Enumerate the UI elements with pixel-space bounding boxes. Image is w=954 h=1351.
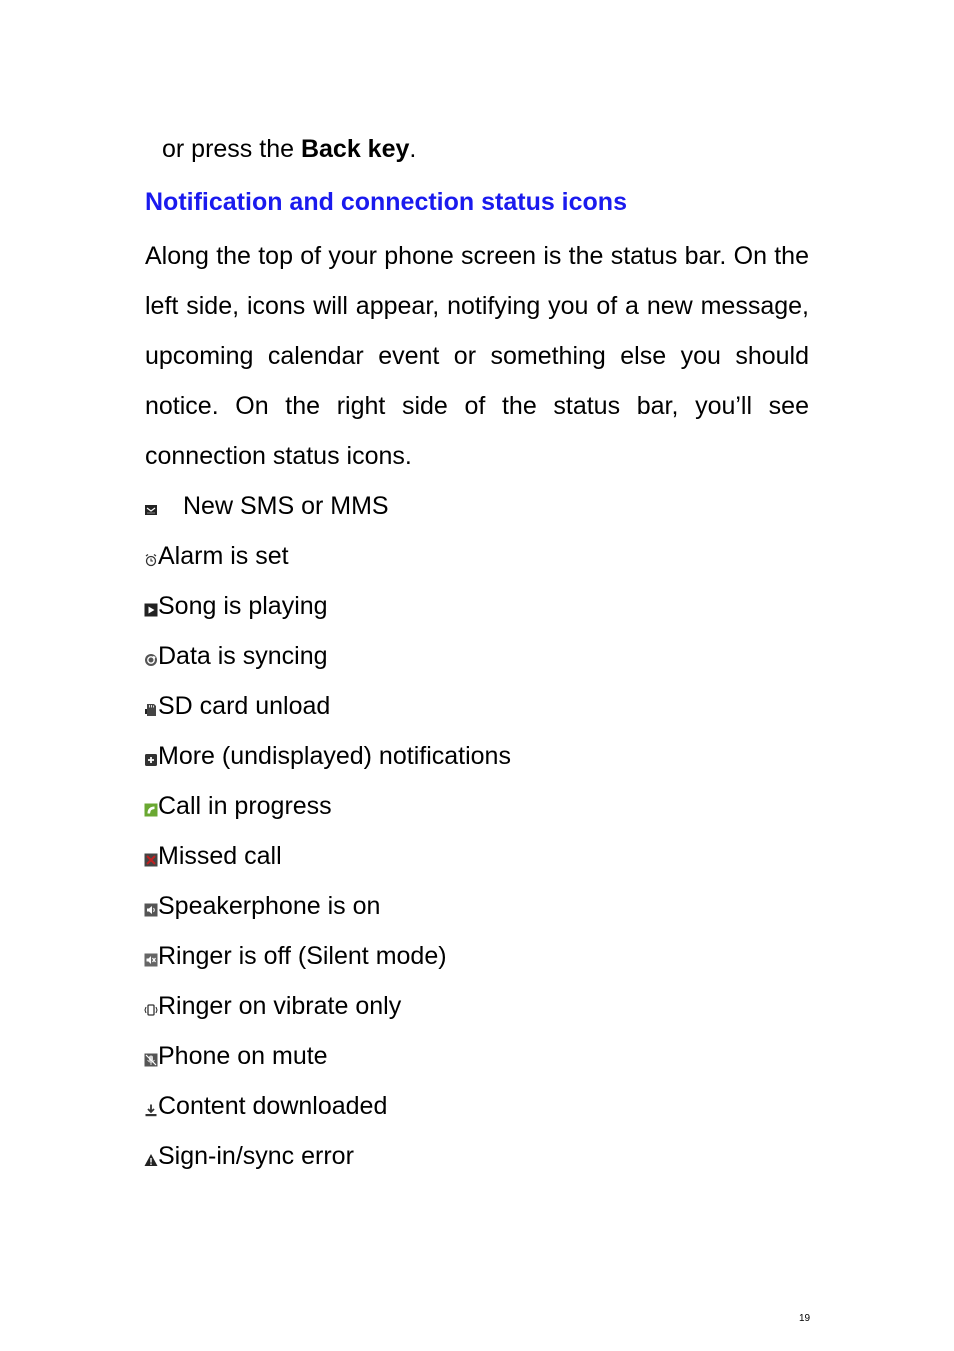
sd-card-icon	[144, 703, 158, 717]
more-notifications-icon	[144, 753, 158, 767]
alarm-icon	[144, 553, 158, 567]
page-number: 19	[799, 1313, 811, 1324]
intro-suffix: .	[409, 135, 417, 163]
sms-mms-icon	[144, 503, 158, 517]
speakerphone-icon	[144, 903, 158, 917]
vibrate-icon	[144, 1003, 158, 1017]
list-item-label: Data is syncing	[158, 641, 328, 670]
list-item	[144, 1031, 844, 1081]
list-item-label: More (undisplayed) notifications	[158, 741, 511, 770]
missed-call-icon	[144, 853, 158, 867]
list-item-label: Missed call	[158, 841, 282, 870]
status-icon-list	[144, 481, 844, 1181]
list-item-label: New SMS or MMS	[183, 491, 389, 520]
ringer-off-icon	[144, 953, 158, 967]
list-item	[144, 581, 844, 631]
list-item-label: Phone on mute	[158, 1041, 328, 1070]
list-item	[144, 1081, 844, 1131]
mute-icon	[144, 1053, 158, 1067]
intro-prefix: or press the	[162, 135, 301, 163]
section-heading: Notification and connection status icons	[145, 188, 627, 216]
body-paragraph: Along the top of your phone screen is the status bar. On the left side, icons will appear, notifying you of a new message, upcoming calendar event or something else you should notice. On the right side of the status bar, you’ll see connection status icons.	[145, 242, 809, 470]
sync-icon	[144, 653, 158, 667]
list-item	[144, 631, 844, 681]
list-item	[144, 731, 844, 781]
list-item	[144, 781, 844, 831]
list-item-label: SD card unload	[158, 691, 331, 720]
list-item	[144, 831, 844, 881]
download-icon	[144, 1103, 158, 1117]
warning-icon	[144, 1153, 158, 1167]
list-item-label: Ringer on vibrate only	[158, 991, 402, 1020]
list-item	[144, 681, 844, 731]
list-item	[144, 1131, 844, 1181]
list-item	[144, 481, 844, 531]
call-in-progress-icon	[144, 803, 158, 817]
list-item	[144, 881, 844, 931]
back-key-text: Back key	[300, 135, 410, 163]
play-icon	[144, 603, 158, 617]
list-item	[144, 531, 844, 581]
list-item-label: Speakerphone is on	[158, 891, 381, 920]
list-item-label: Ringer is off (Silent mode)	[158, 941, 447, 970]
list-item-label: Song is playing	[158, 591, 328, 620]
list-item	[144, 981, 844, 1031]
list-item	[144, 931, 844, 981]
list-item-label: Call in progress	[158, 791, 332, 820]
list-item-label: Sign-in/sync error	[158, 1141, 354, 1170]
intro-line	[162, 133, 416, 165]
list-item-label: Content downloaded	[158, 1091, 388, 1120]
list-item-label: Alarm is set	[158, 541, 289, 570]
